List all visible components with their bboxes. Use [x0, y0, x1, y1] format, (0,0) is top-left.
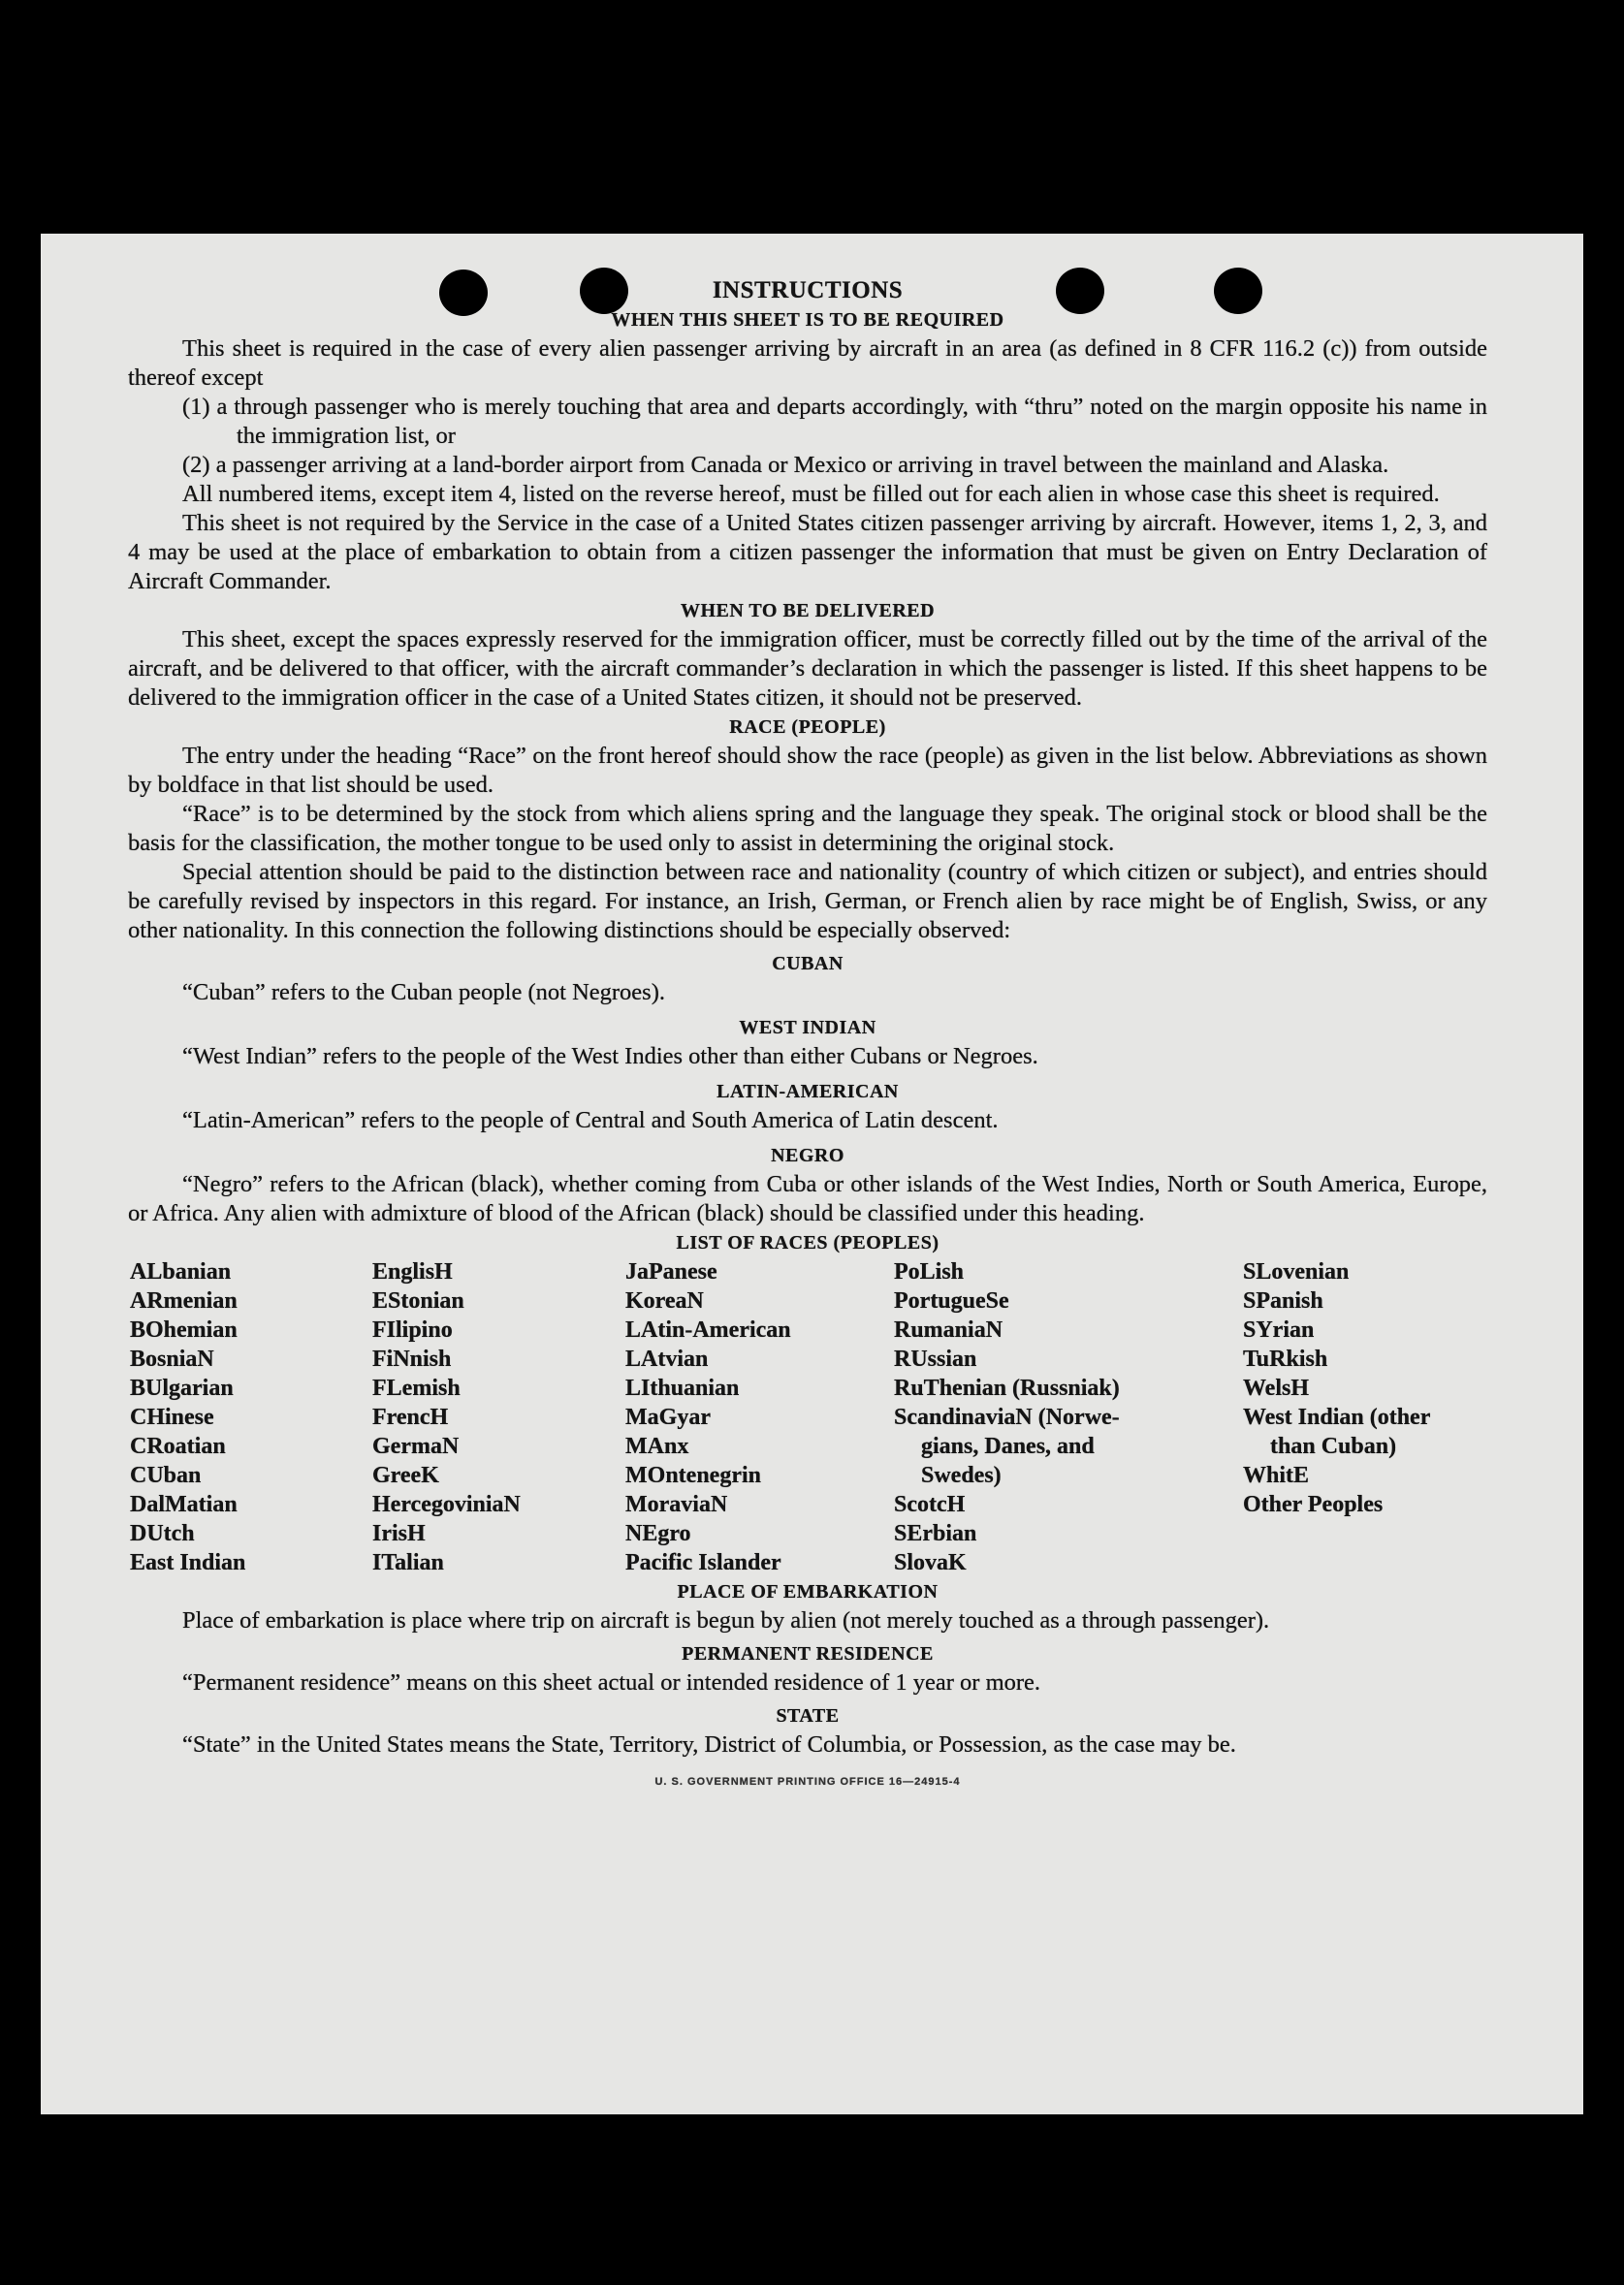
- race-item: SYrian: [1243, 1317, 1315, 1343]
- race-item: IrisH: [372, 1521, 426, 1546]
- race-item: GermaN: [372, 1434, 460, 1459]
- race-item: JaPanese: [625, 1259, 717, 1285]
- paragraph: “Negro” refers to the African (black), whether coming from Cuba or other islands of the West Indies, North or South America, Europe, or Africa. Any alien with admixture of blood of the African (black) should be classified under this heading.: [128, 1171, 1487, 1226]
- section-heading: WHEN TO BE DELIVERED: [680, 600, 936, 621]
- race-item: DalMatian: [130, 1492, 238, 1517]
- race-item: MaGyar: [625, 1405, 711, 1430]
- paragraph: “Cuban” refers to the Cuban people (not Negroes).: [182, 979, 665, 1005]
- section-heading: NEGRO: [771, 1145, 844, 1166]
- race-item: HercegoviniaN: [372, 1492, 521, 1517]
- race-item: RUssian: [894, 1347, 977, 1372]
- paragraph: “Race” is to be determined by the stock from which aliens spring and the language they speak. The original stock or blood shall be the basis for the classification, the mother tongue to be used only to assist in determining the original stock.: [128, 801, 1487, 856]
- races-column: [1243, 1257, 1430, 1519]
- race-item: Swedes): [921, 1463, 1002, 1488]
- paragraph: “Permanent residence” means on this sheet actual or intended residence of 1 year or more.: [182, 1669, 1041, 1696]
- section-heading: RACE (PEOPLE): [729, 716, 886, 738]
- race-item: WelsH: [1243, 1376, 1310, 1401]
- race-item: ARmenian: [130, 1288, 238, 1314]
- race-item: BOhemian: [130, 1317, 238, 1343]
- race-item: East Indian: [130, 1550, 246, 1575]
- section-heading: CUBAN: [772, 953, 844, 974]
- paragraph: “State” in the United States means the State, Territory, District of Columbia, or Possession, as the case may be.: [182, 1731, 1236, 1758]
- section-heading: PLACE OF EMBARKATION: [677, 1581, 939, 1603]
- list-item: (1) a through passenger who is merely touching that area and departs accordingly, with “thru” noted on the margin opposite his name in the immigration list, or: [182, 394, 1487, 449]
- race-item: RuThenian (Russniak): [894, 1376, 1120, 1401]
- paragraph: This sheet is required in the case of every alien passenger arriving by aircraft in an area (as defined in 8 CFR 116.2 (c)) from outside thereof except: [128, 335, 1487, 391]
- race-item: Pacific Islander: [625, 1550, 781, 1575]
- section-heading: PERMANENT RESIDENCE: [682, 1643, 934, 1665]
- race-item: EnglisH: [372, 1259, 453, 1285]
- section-heading: WHEN THIS SHEET IS TO BE REQUIRED: [611, 309, 1004, 331]
- race-item: MOntenegrin: [625, 1463, 761, 1488]
- race-item: BosniaN: [130, 1347, 214, 1372]
- paragraph: “West Indian” refers to the people of the West Indies other than either Cubans or Negroes.: [182, 1043, 1038, 1069]
- paragraph: This sheet is not required by the Service in the case of a United States citizen passenger arriving by aircraft. However, items 1, 2, 3, and 4 may be used at the place of embarkation to obtain from a citizen passenger the information that must be given on Entry Declaration of Aircraft Commander.: [128, 510, 1487, 594]
- races-column: [625, 1257, 791, 1577]
- race-item: FIlipino: [372, 1317, 453, 1343]
- race-item: DUtch: [130, 1521, 195, 1546]
- instructions-body: [128, 276, 1487, 1796]
- race-item: than Cuban): [1270, 1434, 1397, 1459]
- race-item: CRoatian: [130, 1434, 226, 1459]
- paragraph: This sheet, except the spaces expressly reserved for the immigration officer, must be correctly filled out by the time of the arrival of the aircraft, and be delivered to that officer, with the aircraft commander’s declaration in which the passenger is listed. If this sheet happens to be delivered to the immigration officer in the case of a United States citizen, it should not be preserved.: [128, 626, 1487, 711]
- race-item: SPanish: [1243, 1288, 1323, 1314]
- paragraph: The entry under the heading “Race” on the front hereof should show the race (people) as given in the list below. Abbreviations as shown by boldface in that list should be used.: [128, 743, 1487, 798]
- section-heading: LIST OF RACES (PEOPLES): [676, 1232, 939, 1254]
- race-item: RumaniaN: [894, 1317, 1003, 1343]
- race-item: LAtvian: [625, 1347, 709, 1372]
- page-title: INSTRUCTIONS: [712, 277, 904, 303]
- race-item: PortugueSe: [894, 1288, 1009, 1314]
- race-item: BUlgarian: [130, 1376, 234, 1401]
- printer-imprint: U. S. GOVERNMENT PRINTING OFFICE 16—24915-4: [654, 1776, 961, 1788]
- race-item: FLemish: [372, 1376, 461, 1401]
- race-item: ScotcH: [894, 1492, 966, 1517]
- race-item: LIthuanian: [625, 1376, 740, 1401]
- section-heading: WEST INDIAN: [739, 1017, 876, 1038]
- race-item: PoLish: [894, 1259, 965, 1285]
- paragraph: Special attention should be paid to the distinction between race and nationality (country of which citizen or subject), and entries should be carefully revised by inspectors in this regard. For instance, an Irish, German, or French alien by race might be of English, Swiss, or any other nationality. In this connection the following distinctions should be especially observed:: [128, 859, 1487, 943]
- race-item: GreeK: [372, 1463, 439, 1488]
- race-item: EStonian: [372, 1288, 464, 1314]
- race-item: KoreaN: [625, 1288, 704, 1314]
- races-list: [128, 1257, 1487, 1577]
- race-item: CHinese: [130, 1405, 214, 1430]
- race-item: SlovaK: [894, 1550, 967, 1575]
- race-item: CUban: [130, 1463, 202, 1488]
- race-item: gians, Danes, and: [921, 1434, 1095, 1459]
- section-heading: LATIN-AMERICAN: [716, 1081, 899, 1102]
- paragraph: Place of embarkation is place where trip on aircraft is begun by alien (not merely touched as a through passenger).: [182, 1607, 1270, 1634]
- races-column: [894, 1257, 1120, 1577]
- paragraph: “Latin-American” refers to the people of Central and South America of Latin descent.: [182, 1107, 999, 1133]
- race-item: ITalian: [372, 1550, 444, 1575]
- paragraph: All numbered items, except item 4, listed on the reverse hereof, must be filled out for each alien in whose case this sheet is required.: [182, 481, 1440, 507]
- race-item: NEgro: [625, 1521, 691, 1546]
- race-item: West Indian (other: [1243, 1405, 1431, 1430]
- race-item: MoraviaN: [625, 1492, 728, 1517]
- race-item: WhitE: [1243, 1463, 1310, 1488]
- race-item: LAtin-American: [625, 1317, 791, 1343]
- race-item: Other Peoples: [1243, 1492, 1384, 1517]
- races-column: [372, 1257, 521, 1577]
- list-item: (2) a passenger arriving at a land-border airport from Canada or Mexico or arriving in travel between the mainland and Alaska.: [182, 452, 1389, 478]
- race-item: SErbian: [894, 1521, 977, 1546]
- section-heading: STATE: [776, 1705, 840, 1727]
- race-item: TuRkish: [1243, 1347, 1328, 1372]
- race-item: FiNnish: [372, 1347, 452, 1372]
- race-item: ALbanian: [130, 1259, 232, 1285]
- races-column: [130, 1257, 245, 1577]
- race-item: ScandinaviaN (Norwe-: [894, 1405, 1120, 1430]
- race-item: MAnx: [625, 1434, 689, 1459]
- race-item: SLovenian: [1243, 1259, 1350, 1285]
- race-item: FrencH: [372, 1405, 449, 1430]
